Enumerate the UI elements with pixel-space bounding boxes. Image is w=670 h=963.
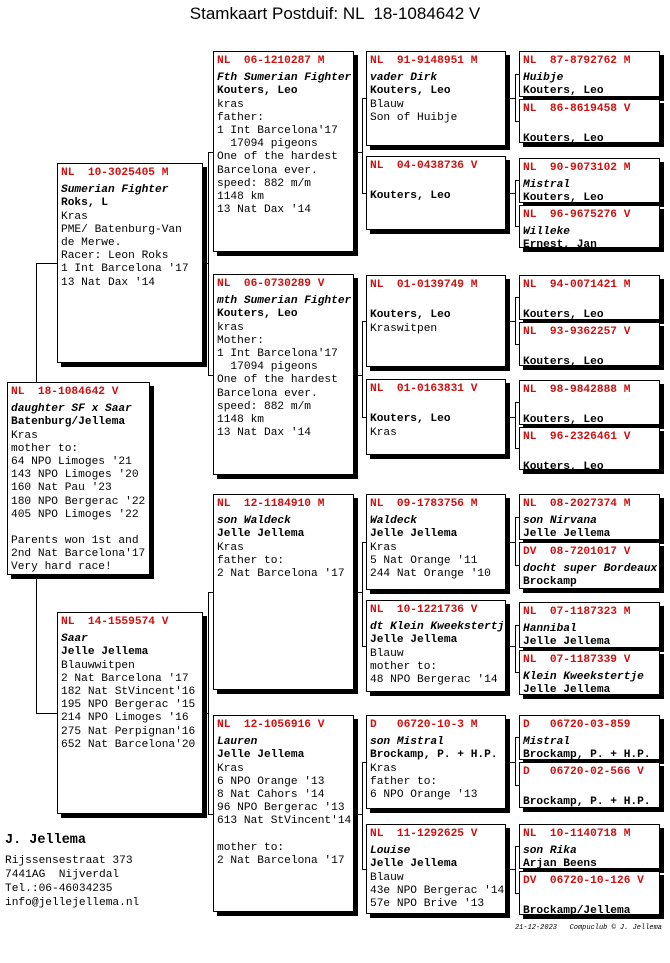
connector-line [355, 152, 362, 153]
pedigree-box-0 [57, 163, 203, 363]
pedigree-box-30 [519, 871, 660, 918]
pedigree-line [520, 892, 659, 905]
connector-line [355, 814, 362, 815]
pedigree-line: Brockamp, P. + H.P. [523, 749, 651, 762]
connector-line [208, 592, 209, 815]
pedigree-line: Kouters, Leo [370, 85, 451, 98]
ring-number: NL 91-9148951 M [370, 55, 478, 67]
owner-name: J. Jellema [5, 833, 87, 848]
pedigree-line: Brockamp, P. + H.P. [370, 749, 498, 762]
pedigree-line: Kouters, Leo [217, 85, 298, 98]
connector-line [507, 417, 515, 418]
pedigree-line: kras [217, 98, 244, 111]
pedigree-line: 182 Nat StVincent'16 [61, 685, 196, 698]
pedigree-line: 613 Nat StVincent'14 [217, 815, 352, 828]
pedigree-line: 2 Nat Barcelona '17 [61, 672, 189, 685]
pedigree-line [214, 829, 353, 842]
connector-line [208, 152, 209, 376]
pedigree-box-7 [366, 51, 506, 146]
pedigree-line: 48 NPO Bergerac '14 [370, 673, 498, 686]
pedigree-line [367, 296, 505, 309]
pedigree-line: son Nirvana [523, 515, 597, 528]
pedigree-line: Jelle Jellema [370, 858, 458, 871]
ring-number: NL 07-1187339 V [523, 654, 631, 666]
pedigree-line: 13 Nat Dax '14 [61, 276, 155, 289]
pedigree-line: 1 Int Barcelona '17 [61, 263, 189, 276]
pedigree-line: PME/ Batenburg-Van [61, 223, 182, 236]
pedigree-box-4 [213, 274, 354, 475]
pedigree-line: Kras [61, 210, 88, 223]
pedigree-line [520, 783, 659, 796]
pedigree-line: Mistral [523, 736, 570, 749]
pedigree-box-14 [366, 824, 506, 914]
pedigree-line: 8 Nat Cahors '14 [217, 788, 325, 801]
pedigree-line: Kras [370, 762, 397, 775]
pedigree-line: 2nd Nat Barcelona'17 [11, 548, 146, 561]
pedigree-line: 13 Nat Dax '14 [217, 427, 311, 440]
pedigree-line: Jelle Jellema [523, 636, 611, 649]
pedigree-box-18 [519, 205, 660, 252]
connector-line [362, 762, 363, 870]
ring-number: D 06720-10-3 M [370, 719, 478, 731]
pedigree-line: Klein Kweekstertje [523, 671, 644, 684]
ring-number: NL 01-0163831 V [370, 383, 478, 395]
pedigree-line: Fth Sumerian Fighter [217, 72, 352, 85]
ring-number: NL 04-0438736 V [370, 160, 478, 172]
pedigree-line: Blauw [370, 871, 404, 884]
ring-number: NL 96-2326461 V [523, 431, 631, 443]
ring-number: NL 11-1292625 V [370, 828, 478, 840]
pedigree-line: 43e NPO Bergerac '14 [370, 884, 505, 897]
pedigree-line: 96 NPO Bergerac '13 [217, 802, 345, 815]
ring-number: D 06720-02-566 V [523, 766, 644, 778]
pedigree-box-19 [519, 275, 660, 320]
pedigree-line: Lauren [217, 736, 258, 749]
pedigree-line: Kras [370, 541, 397, 554]
pedigree-line: Kouters, Leo [523, 356, 604, 369]
pedigree-line: Kras [217, 541, 244, 554]
connector-line [507, 869, 515, 870]
pedigree-line: Blauw [370, 98, 404, 111]
pedigree-box-25 [519, 602, 660, 648]
pedigree-line: Kouters, Leo [523, 192, 604, 205]
pedigree-box-3 [213, 51, 354, 252]
owner-address: Rijssensestraat 373 [5, 855, 133, 867]
pedigree-line: Jelle Jellema [370, 528, 458, 541]
pedigree-line: Very hard race! [11, 561, 112, 574]
pedigree-line: 244 Nat Orange '10 [370, 567, 491, 580]
pedigree-line: Jelle Jellema [523, 684, 611, 697]
pedigree-line: 6 NPO Orange '13 [370, 788, 478, 801]
connector-line [515, 517, 516, 566]
pedigree-line: Roks, L [61, 197, 108, 210]
pedigree-line: son Waldeck [217, 515, 291, 528]
pedigree-box-6 [213, 715, 354, 912]
pedigree-line: 13 Nat Dax '14 [217, 204, 311, 217]
pedigree-line: Kras [11, 429, 38, 442]
ring-number: NL 12-1056916 V [217, 719, 325, 731]
pedigree-box-1 [7, 382, 150, 575]
connector-line [36, 263, 57, 264]
pedigree-line [8, 522, 149, 535]
pedigree-line: mother to: [370, 660, 438, 673]
pedigree-line: Kouters, Leo [523, 461, 604, 474]
pedigree-line: Kouters, Leo [217, 308, 298, 321]
pedigree-line: kras [217, 321, 244, 334]
pedigree-line: 180 NPO Bergerac '22 [11, 495, 146, 508]
pedigree-line: 1148 km [217, 413, 264, 426]
pedigree-box-17 [519, 158, 660, 203]
ring-number: NL 09-1783756 M [370, 498, 478, 510]
pedigree-line: speed: 882 m/m [217, 400, 311, 413]
pedigree-line: One of the hardest [217, 151, 338, 164]
ring-number: NL 87-8792762 M [523, 55, 631, 67]
pedigree-line: 195 NPO Bergerac '15 [61, 699, 196, 712]
pedigree-line: Jelle Jellema [61, 646, 149, 659]
pedigree-line: vader Dirk [370, 72, 438, 85]
connector-line [507, 98, 515, 99]
pedigree-line: mother to: [11, 442, 79, 455]
ring-number: D 06720-03-859 [523, 719, 631, 731]
pedigree-box-22 [519, 427, 660, 474]
pedigree-line: Barcelona ever. [217, 387, 318, 400]
pedigree-line: 2 Nat Barcelona '17 [217, 854, 345, 867]
owner-email: info@jellejellema.nl [5, 897, 140, 909]
pedigree-box-24 [519, 542, 660, 589]
pedigree-line: daughter SF x Saar [11, 403, 132, 416]
ring-number: NL 10-1221736 V [370, 604, 478, 616]
pedigree-box-21 [519, 380, 660, 425]
pedigree-line: Willeke [523, 226, 570, 239]
pedigree-line: Blauwwitpen [61, 659, 135, 672]
pedigree-line: Parents won 1st and [11, 535, 139, 548]
connector-line [362, 321, 363, 418]
connector-line [515, 180, 516, 227]
pedigree-line: Waldeck [370, 515, 417, 528]
pedigree-line: 57e NPO Brive '13 [370, 897, 485, 910]
pedigree-line: Ernest, Jan [523, 239, 597, 252]
pedigree-line: Kouters, Leo [370, 190, 451, 203]
pedigree-line: mother to: [217, 841, 285, 854]
ring-number: NL 10-1140718 M [523, 828, 631, 840]
pedigree-line: 6 NPO Orange '13 [217, 775, 325, 788]
pedigree-box-27 [519, 715, 660, 760]
pedigree-line: de Merwe. [61, 236, 122, 249]
pedigree-line: Kouters, Leo [523, 414, 604, 427]
pedigree-line: 1 Int Barcelona'17 [217, 124, 338, 137]
pedigree-box-29 [519, 824, 660, 869]
pedigree-box-26 [519, 650, 660, 695]
pedigree-line: Brockamp/Jellema [523, 905, 631, 918]
connector-line [362, 98, 363, 194]
pedigree-line [367, 400, 505, 413]
pedigree-line [520, 448, 659, 461]
pedigree-line: Louise [370, 845, 411, 858]
pedigree-line: Blauw [370, 647, 404, 660]
pedigree-box-11 [366, 494, 506, 590]
ring-number: NL 94-0071421 M [523, 279, 631, 291]
pedigree-line [520, 296, 659, 309]
ring-number: NL 12-1184910 M [217, 498, 325, 510]
page-title: Stamkaart Postduif: NL 18-1084642 V [189, 4, 481, 23]
pedigree-line: Kraswitpen [370, 322, 438, 335]
pedigree-line: Jelle Jellema [523, 528, 611, 541]
pedigree-line: Arjan Beens [523, 858, 597, 871]
pedigree-box-5 [213, 494, 354, 690]
owner-city: 7441AG Nijverdal [5, 869, 120, 881]
pedigree-line: father: [217, 111, 264, 124]
pedigree-line: mth Sumerian Fighter [217, 295, 352, 308]
pedigree-line: One of the hardest [217, 374, 338, 387]
pedigree-line: 405 NPO Limoges '22 [11, 508, 139, 521]
pedigree-box-16 [519, 99, 660, 146]
pedigree-line: 17094 pigeons [217, 138, 318, 151]
ring-number: NL 18-1084642 V [11, 386, 119, 398]
ring-number: NL 08-2027374 M [523, 498, 631, 510]
print-credit: 21-12-2023 Compuclub © J. Jellema [514, 924, 662, 932]
pedigree-line: Kouters, Leo [370, 413, 451, 426]
pedigree-line: Jelle Jellema [217, 749, 305, 762]
pedigree-box-23 [519, 494, 660, 540]
pedigree-line: Saar [61, 633, 88, 646]
pedigree-line: Batenburg/Jellema [11, 416, 126, 429]
pedigree-line: Barcelona ever. [217, 164, 318, 177]
pedigree-box-9 [366, 275, 506, 367]
pedigree-line: Brockamp [523, 576, 577, 589]
ring-number: NL 96-9675276 V [523, 209, 631, 221]
pedigree-line: Jelle Jellema [217, 528, 305, 541]
pedigree-box-10 [366, 379, 506, 455]
pedigree-line: Racer: Leon Roks [61, 250, 169, 263]
connector-line [203, 263, 208, 264]
pedigree-line [520, 343, 659, 356]
pedigree-box-12 [366, 600, 506, 692]
pedigree-line: 64 NPO Limoges '21 [11, 455, 132, 468]
connector-line [203, 713, 208, 714]
ring-number: NL 90-9073102 M [523, 162, 631, 174]
pedigree-line: Kouters, Leo [370, 309, 451, 322]
connector-line [515, 74, 516, 122]
connector-line [507, 646, 515, 647]
pedigree-line: 2 Nat Barcelona '17 [217, 567, 345, 580]
pedigree-box-2 [57, 612, 203, 814]
pedigree-box-15 [519, 51, 660, 97]
pedigree-line: Kras [370, 426, 397, 439]
ring-number: NL 93-9362257 V [523, 326, 631, 338]
ring-number: NL 01-0139749 M [370, 279, 478, 291]
pedigree-line [367, 177, 505, 190]
pedigree-box-13 [366, 715, 506, 809]
connector-line [507, 542, 515, 543]
connector-line [36, 713, 57, 714]
connector-line [507, 193, 515, 194]
pedigree-line: father to: [370, 775, 438, 788]
pedigree-line: 652 Nat Barcelona'20 [61, 738, 196, 751]
pedigree-line: Kouters, Leo [523, 85, 604, 98]
owner-phone: Tel.:06-46034235 [5, 883, 113, 895]
pedigree-line: dt Klein Kweekstertj [370, 621, 505, 634]
ring-number: NL 06-0730289 V [217, 278, 325, 290]
pedigree-line: Kouters, Leo [523, 309, 604, 322]
pedigree-box-28 [519, 762, 660, 808]
pedigree-line: Mother: [217, 334, 264, 347]
pedigree-line: Jelle Jellema [370, 634, 458, 647]
pedigree-line [520, 401, 659, 414]
pedigree-line: 17094 pigeons [217, 361, 318, 374]
connector-line [362, 542, 363, 647]
connector-line [507, 762, 515, 763]
connector-line [515, 402, 516, 449]
connector-line [515, 625, 516, 673]
pedigree-line: Huibje [523, 72, 564, 85]
pedigree-line: Brockamp, P. + H.P. [523, 796, 651, 809]
ring-number: NL 07-1187323 M [523, 606, 631, 618]
pedigree-line: Son of Huibje [370, 111, 458, 124]
ring-number: NL 98-9842888 M [523, 384, 631, 396]
ring-number: NL 86-8619458 V [523, 103, 631, 115]
pedigree-box-8 [366, 156, 506, 230]
pedigree-line: 1 Int Barcelona'17 [217, 347, 338, 360]
pedigree-line: 160 Nat Pau '23 [11, 482, 112, 495]
pedigree-line: Hannibal [523, 623, 577, 636]
pedigree-line: father to: [217, 554, 285, 567]
pedigree-line: Mistral [523, 179, 570, 192]
pedigree-line: Kras [217, 762, 244, 775]
ring-number: DV 08-7201017 V [523, 546, 631, 558]
pedigree-line: Sumerian Fighter [61, 184, 169, 197]
pedigree-line: 214 NPO Limoges '16 [61, 712, 189, 725]
ring-number: NL 10-3025405 M [61, 167, 169, 179]
pedigree-line: speed: 882 m/m [217, 177, 311, 190]
connector-line [355, 592, 362, 593]
pedigree-line: Kouters, Leo [523, 133, 604, 146]
pedigree-line: son Mistral [370, 736, 444, 749]
pedigree-line: 1148 km [217, 190, 264, 203]
pedigree-line [520, 120, 659, 133]
pedigree-line: 143 NPO Limoges '20 [11, 469, 139, 482]
connector-line [515, 737, 516, 786]
connector-line [507, 321, 515, 322]
ring-number: NL 14-1559574 V [61, 616, 169, 628]
connector-line [355, 375, 362, 376]
connector-line [515, 297, 516, 345]
connector-line [515, 846, 516, 894]
pedigree-line: 275 Nat Perpignan'16 [61, 725, 196, 738]
pedigree-box-20 [519, 322, 660, 369]
ring-number: NL 06-1210287 M [217, 55, 325, 67]
ring-number: DV 06720-10-126 V [523, 875, 644, 887]
pedigree-line: 5 Nat Orange '11 [370, 554, 478, 567]
pedigree-line: docht super Bordeaux [523, 563, 658, 576]
pedigree-line: son Rika [523, 845, 577, 858]
